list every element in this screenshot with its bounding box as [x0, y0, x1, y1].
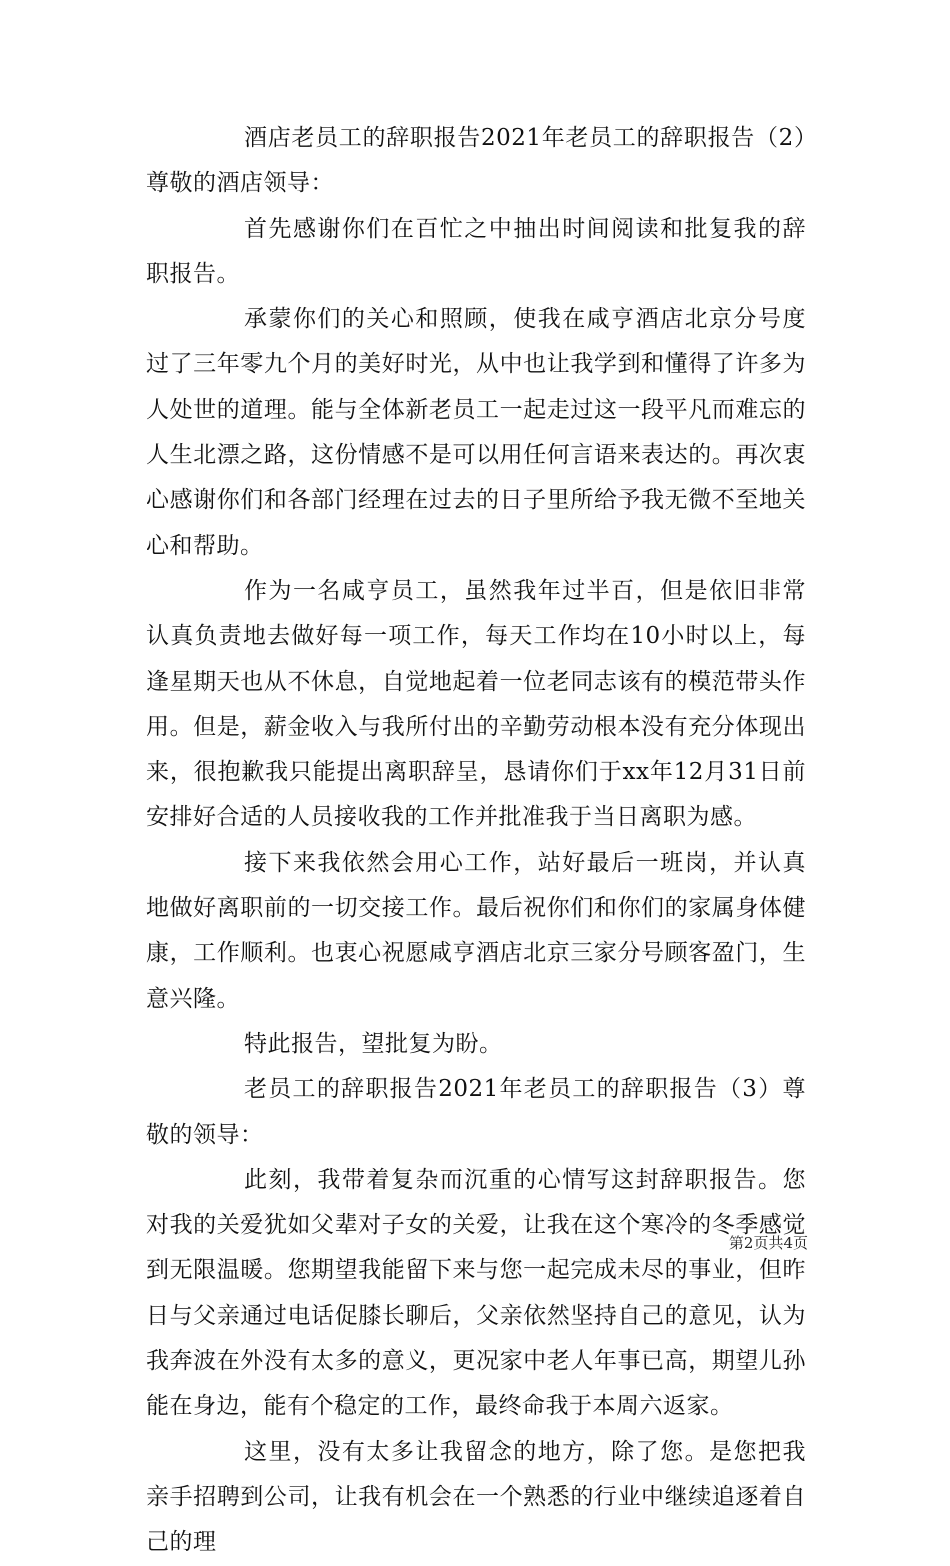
paragraph-5: 接下来我依然会用心工作，站好最后一班岗，并认真地做好离职前的一切交接工作。最后祝你们和你们的家属身体健康，工作顺利。也衷心祝愿咸亨酒店北京三家分号顾客盈门，生意兴隆。 — [146, 849, 806, 1012]
paragraph-7: 老员工的辞职报告2021年老员工的辞职报告（3）尊敬的领导： — [146, 1076, 806, 1148]
document-body — [146, 116, 806, 1566]
page-number-footer: 第2页共4页 — [728, 1234, 808, 1252]
paragraph-1: 酒店老员工的辞职报告2021年老员工的辞职报告（2）尊敬的酒店领导： — [146, 125, 806, 197]
paragraph-2: 首先感谢你们在百忙之中抽出时间阅读和批复我的辞职报告。 — [146, 215, 806, 287]
paragraph-8: 此刻，我带着复杂而沉重的心情写这封辞职报告。您对我的关爱犹如父辈对子女的关爱，让我在这个寒冷的冬季感觉到无限温暖。您期望我能留下来与您一起完成未尽的事业，但昨日与父亲通过电话促膝长聊后，父亲依然坚持自己的意见，认为我奔波在外没有太多的意义，更况家中老人年事已高，期望儿孙能在身边，能有个稳定的工作，最终命我于本周六返家。 — [146, 1166, 806, 1420]
paragraph-4: 作为一名咸亨员工，虽然我年过半百，但是依旧非常认真负责地去做好每一项工作，每天工作均在10小时以上，每逢星期天也从不休息，自觉地起着一位老同志该有的模范带头作用。但是，薪金收入与我所付出的辛勤劳动根本没有充分体现出来，很抱歉我只能提出离职辞呈，恳请你们于xx年12月31日前安排好合适的人员接收我的工作并批准我于当日离职为感。 — [146, 577, 806, 831]
paragraph-3: 承蒙你们的关心和照顾，使我在咸亨酒店北京分号度过了三年零九个月的美好时光，从中也让我学到和懂得了许多为人处世的道理。能与全体新老员工一起走过这一段平凡而难忘的人生北漂之路，这份情感不是可以用任何言语来表达的。再次衷心感谢你们和各部门经理在过去的日子里所给予我无微不至地关心和帮助。 — [146, 306, 806, 559]
paragraph-6: 特此报告，望批复为盼。 — [244, 1030, 503, 1057]
paragraph-9: 这里，没有太多让我留念的地方，除了您。是您把我亲手招聘到公司，让我有机会在一个熟悉的行业中继续追逐着自己的理 — [146, 1438, 806, 1556]
